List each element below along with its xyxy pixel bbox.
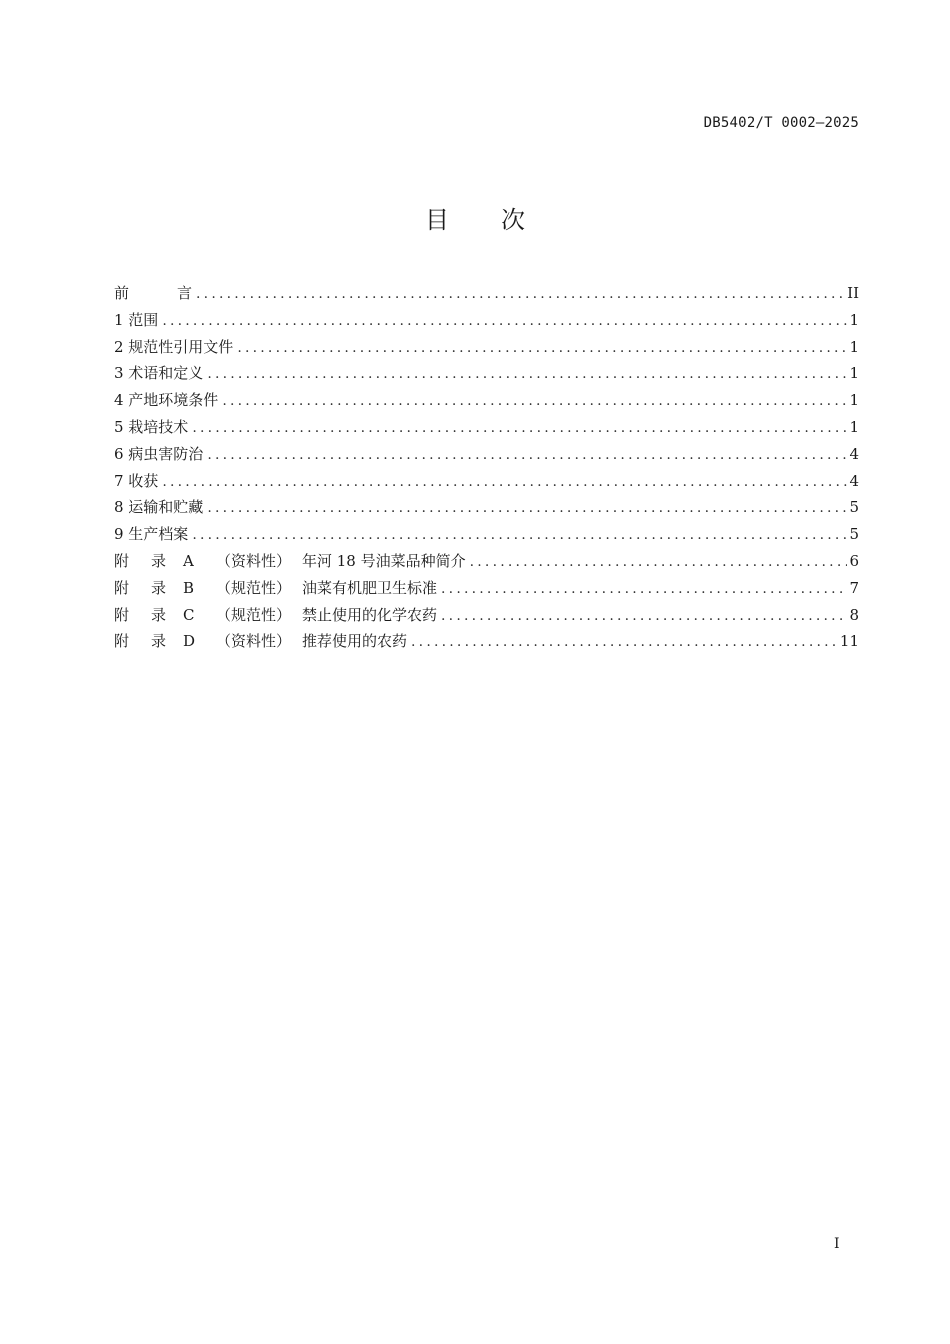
toc-leader-dots <box>162 471 847 493</box>
toc-entry[interactable] <box>114 523 859 550</box>
toc-entry-label: 5 栽培技术 <box>114 417 189 436</box>
toc-leader-dots <box>470 551 848 573</box>
toc-entry-page: 1 <box>849 337 859 356</box>
toc-leader-dots <box>411 631 838 653</box>
toc-entry-label: 附 录 C （规范性） 禁止使用的化学农药 <box>114 605 438 624</box>
toc-entry-page: 4 <box>849 471 859 490</box>
toc-entry-page: 5 <box>849 525 859 544</box>
toc-entry-page: 4 <box>849 444 859 463</box>
toc-entry[interactable] <box>114 389 859 416</box>
toc-leader-dots <box>207 497 847 519</box>
toc-entry-label: 6 病虫害防治 <box>114 444 204 463</box>
toc-entry-label: 8 运输和贮藏 <box>114 498 204 517</box>
toc-leader-dots <box>207 444 847 466</box>
toc-leader-dots <box>196 283 845 305</box>
toc-entry-appendix-c[interactable] <box>114 604 859 631</box>
toc-entry-appendix-b[interactable] <box>114 577 859 604</box>
toc-entry-appendix-a[interactable] <box>114 550 859 577</box>
toc-entry-page: 1 <box>849 364 859 383</box>
toc-entry-appendix-d[interactable] <box>114 630 859 657</box>
toc-title-char-2: 次 <box>501 206 525 234</box>
toc-leader-dots <box>237 337 847 359</box>
toc-entry-page: II <box>847 284 859 302</box>
toc-leader-dots <box>207 363 847 385</box>
toc-entry-label: 附 录 D （资料性） 推荐使用的农药 <box>114 632 408 651</box>
toc-entry-label: 3 术语和定义 <box>114 364 204 383</box>
toc-leader-dots <box>441 605 847 627</box>
toc-leader-dots <box>162 310 847 332</box>
toc-entry[interactable] <box>114 470 859 497</box>
toc-entry-foreword[interactable] <box>114 282 859 309</box>
toc-entry-page: 8 <box>849 605 859 624</box>
toc-leader-dots <box>222 390 847 412</box>
toc-entry-label: 9 生产档案 <box>114 525 189 544</box>
document-code: DB5402/T 0002—2025 <box>703 115 859 131</box>
toc-entry-page: 5 <box>849 498 859 517</box>
toc-entry[interactable] <box>114 336 859 363</box>
toc-entry[interactable] <box>114 309 859 336</box>
page-number: I <box>834 1236 840 1252</box>
toc-entry-label: 附 录 A （资料性） 年河 18 号油菜品种简介 <box>114 551 466 570</box>
toc-leader-dots <box>192 417 847 439</box>
toc-entry-page: 6 <box>849 551 859 570</box>
toc-entry[interactable] <box>114 496 859 523</box>
table-of-contents <box>114 282 859 657</box>
toc-leader-dots <box>192 524 847 546</box>
toc-entry[interactable] <box>114 416 859 443</box>
toc-title <box>0 200 950 235</box>
toc-entry-page: 1 <box>849 391 859 410</box>
toc-entry-label: 4 产地环境条件 <box>114 391 219 410</box>
toc-entry-page: 1 <box>849 310 859 329</box>
toc-entry-label: 前 言 <box>114 284 193 302</box>
toc-title-char-1: 目 <box>425 206 449 234</box>
toc-entry-page: 11 <box>839 632 859 651</box>
toc-entry-label: 2 规范性引用文件 <box>114 337 234 356</box>
toc-entry-label: 7 收获 <box>114 471 159 490</box>
toc-entry-label: 1 范围 <box>114 310 159 329</box>
toc-entry-page: 7 <box>849 578 859 597</box>
toc-entry[interactable] <box>114 362 859 389</box>
toc-entry[interactable] <box>114 443 859 470</box>
toc-entry-label: 附 录 B （规范性） 油菜有机肥卫生标准 <box>114 578 438 597</box>
toc-leader-dots <box>441 578 847 600</box>
toc-entry-page: 1 <box>849 417 859 436</box>
